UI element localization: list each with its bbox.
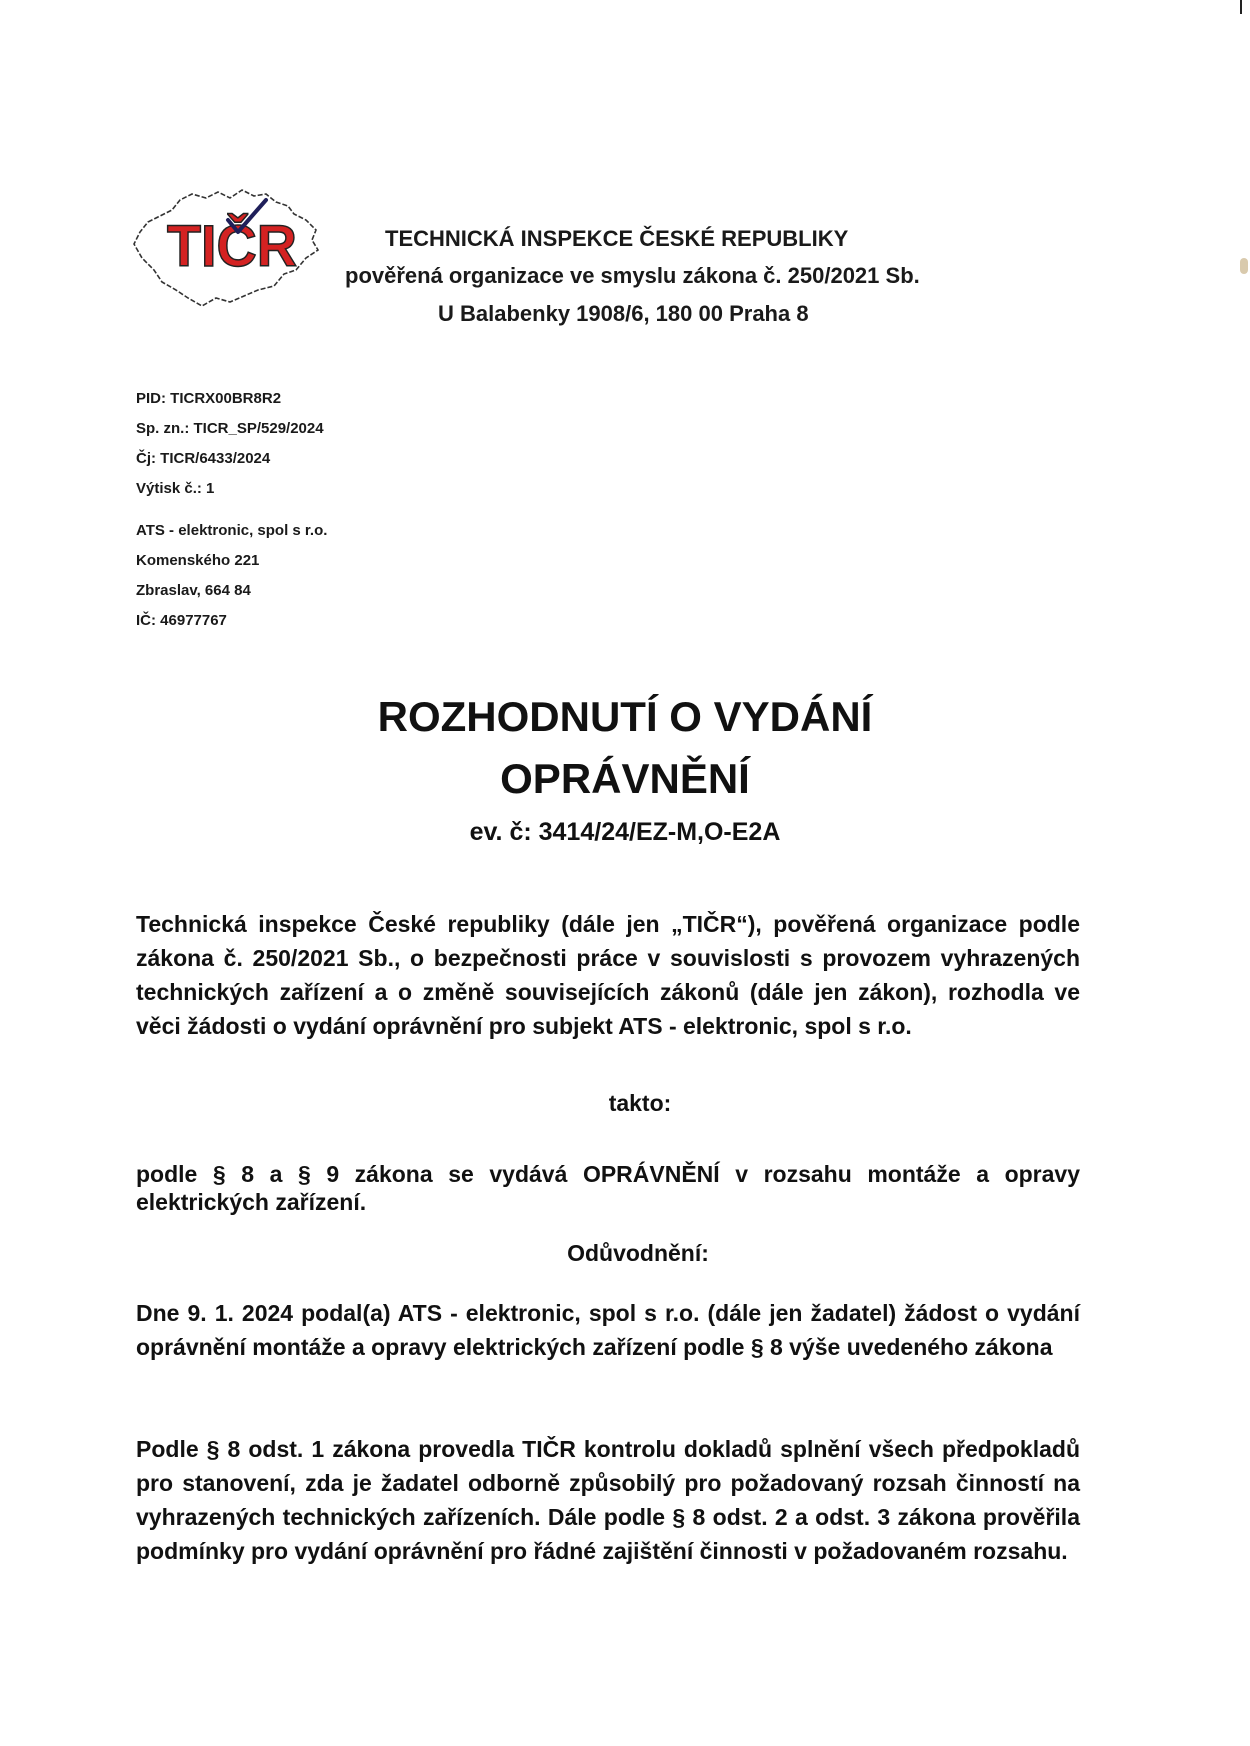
org-name: TECHNICKÁ INSPEKCE ČESKÉ REPUBLIKY [385,226,849,251]
logo-text: TIČR [167,214,297,279]
ticr-logo [128,186,338,316]
pid-line: PID: TICRX00BR8R2 [136,390,282,407]
justification-paragraph-1: Dne 9. 1. 2024 podal(a) ATS - elektronic, spol s r.o. (dále jen žadatel) žádost o vydání oprávnění montáže a opravy elektrických zařízení podle § 8 výše uvedeného zákona [136,1300,1080,1360]
document-title [0,686,1250,810]
org-address: U Balabenky 1908/6, 180 00 Praha 8 [438,301,809,326]
copy-number-line: Výtisk č.: 1 [136,480,215,497]
title-line-2: OPRÁVNĚNÍ [500,755,750,802]
justification-heading: Odůvodnění: [567,1240,709,1266]
recipient-address [136,516,327,636]
title-line-1: ROZHODNUTÍ O VYDÁNÍ [377,693,873,740]
recipient-name: ATS - elektronic, spol s r.o. [136,522,328,539]
scan-edge-mark [1240,0,1242,14]
justification-paragraph-2: Podle § 8 odst. 1 zákona provedla TIČR kontrolu dokladů splnění všech předpokladů pro stanovení, zda je žadatel odborně způsobilý pro požadovaný rozsah činností na vyhrazených technických zařízeních. Dále podle § 8 odst. 2 a odst. 3 zákona prověřila podmínky pro vydání oprávnění pro řádné zajištění činnosti v požadovaném rozsahu. [136,1436,1080,1564]
file-number-line: Sp. zn.: TICR_SP/529/2024 [136,420,324,437]
recipient-city: Zbraslav, 664 84 [136,582,251,599]
org-status: pověřená organizace ve smyslu zákona č. 250/2021 Sb. [345,263,920,288]
takto-label: takto: [608,1090,672,1116]
decision-paragraph: Technická inspekce České republiky (dále jen „TIČR“), pověřená organizace podle zákona č. 250/2021 Sb., o bezpečnosti práce v souvislosti s provozem vyhrazených technických zařízení a o změně souvisejících zákonů (dále jen zákon), rozhodla ve věci žádosti o vydání oprávnění pro subjekt ATS - elektronic, spol s r.o. [136,911,1080,1039]
recipient-ic: IČ: 46977767 [136,612,227,629]
reference-block [136,384,324,504]
evidence-number: ev. č: 3414/24/EZ-M,O-E2A [469,818,781,846]
recipient-street: Komenského 221 [136,552,260,569]
scan-speck [1240,258,1248,274]
verdict-paragraph: podle § 8 a § 9 zákona se vydává OPRÁVNĚNÍ v rozsahu montáže a opravy elektrických zařízení. [136,1161,1080,1215]
reference-number-line: Čj: TICR/6433/2024 [136,450,271,467]
